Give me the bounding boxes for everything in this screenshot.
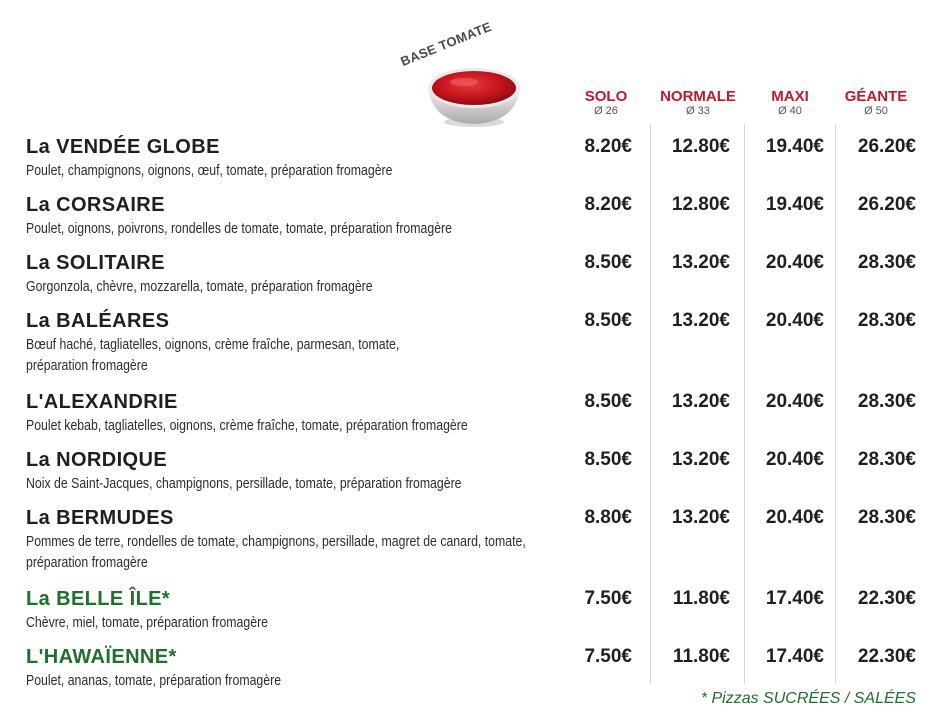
price-maxi: 19.40€ — [765, 194, 824, 215]
price-geante: 28.30€ — [857, 252, 916, 273]
pizza-name: La BELLE ÎLE* — [26, 588, 171, 610]
pizza-ingredients: Chèvre, miel, tomate, préparation fromagère — [26, 614, 269, 631]
price-solo: 8.20€ — [584, 194, 632, 215]
pizza-ingredients: Bœuf haché, tagliatelles, oignons, crème fraîche, parmesan, tomate, préparation fromagère — [26, 336, 400, 374]
price-normale: 13.20€ — [671, 252, 730, 273]
price-solo: 8.50€ — [584, 391, 632, 412]
price-solo: 7.50€ — [584, 588, 632, 609]
price-normale: 13.20€ — [671, 507, 730, 528]
price-maxi: 17.40€ — [765, 588, 824, 609]
column-diameter: Ø 40 — [778, 105, 802, 117]
price-geante: 28.30€ — [857, 507, 916, 528]
pizza-ingredients: Poulet, ananas, tomate, préparation fromagère — [26, 672, 282, 689]
pizza-ingredients: Gorgonzola, chèvre, mozzarella, tomate, préparation fromagère — [26, 278, 373, 295]
tomato-base-badge — [398, 18, 528, 132]
base-tomate-label: BASE TOMATE — [398, 18, 494, 69]
pizza-ingredients: Noix de Saint-Jacques, champignons, persillade, tomate, préparation fromagère — [26, 475, 462, 492]
price-maxi: 20.40€ — [765, 507, 824, 528]
pizza-name: La VENDÉE GLOBE — [26, 136, 220, 158]
column-diameter: Ø 33 — [686, 105, 710, 117]
pizza-ingredients: Poulet, champignons, oignons, œuf, tomate, préparation fromagère — [26, 162, 393, 179]
price-geante: 22.30€ — [857, 646, 916, 667]
pizza-name: La BERMUDES — [26, 507, 174, 529]
pizza-ingredients: Poulet, oignons, poivrons, rondelles de tomate, tomate, préparation fromagère — [26, 220, 452, 237]
pizza-name: La CORSAIRE — [26, 194, 165, 216]
price-maxi: 20.40€ — [765, 310, 824, 331]
price-normale: 13.20€ — [671, 310, 730, 331]
tomato-sauce-bowl-icon — [424, 62, 524, 132]
price-maxi: 19.40€ — [765, 136, 824, 157]
price-solo: 8.20€ — [584, 136, 632, 157]
column-name: MAXI — [771, 88, 809, 105]
price-normale: 12.80€ — [671, 194, 730, 215]
price-normale: 11.80€ — [672, 646, 730, 667]
price-geante: 26.20€ — [857, 136, 916, 157]
column-name: SOLO — [584, 88, 628, 105]
price-geante: 28.30€ — [857, 310, 916, 331]
price-maxi: 20.40€ — [765, 252, 824, 273]
price-normale: 13.20€ — [671, 391, 730, 412]
pizza-name: La NORDIQUE — [26, 449, 168, 471]
sweet-salty-footnote: * Pizzas SUCRÉES / SALÉES — [700, 690, 916, 707]
price-maxi: 17.40€ — [765, 646, 824, 667]
pizza-name: L'ALEXANDRIE — [26, 391, 178, 413]
pizza-ingredients: Pommes de terre, rondelles de tomate, champignons, persillade, magret de canard, tomate, préparation fromagère — [26, 533, 526, 571]
pizza-ingredients: Poulet kebab, tagliatelles, oignons, crème fraîche, tomate, préparation fromagère — [26, 417, 468, 434]
column-diameter: Ø 50 — [864, 105, 888, 117]
price-solo: 8.50€ — [584, 252, 632, 273]
price-solo: 8.80€ — [584, 507, 632, 528]
price-maxi: 20.40€ — [765, 449, 824, 470]
column-header-solo — [566, 88, 646, 117]
pizza-name: La BALÉARES — [26, 310, 170, 332]
price-geante: 26.20€ — [857, 194, 916, 215]
price-normale: 13.20€ — [671, 449, 730, 470]
price-normale: 11.80€ — [672, 588, 730, 609]
column-header-maxi — [750, 88, 830, 117]
price-normale: 12.80€ — [671, 136, 730, 157]
price-maxi: 20.40€ — [765, 391, 824, 412]
menu-item — [26, 310, 556, 376]
column-header-geante — [836, 88, 916, 117]
pizza-name: La SOLITAIRE — [26, 252, 165, 274]
column-diameter: Ø 26 — [594, 105, 618, 117]
price-geante: 28.30€ — [857, 391, 916, 412]
column-name: NORMALE — [660, 88, 736, 105]
column-header-normale — [650, 88, 746, 117]
price-solo: 8.50€ — [584, 310, 632, 331]
price-solo: 8.50€ — [584, 449, 632, 470]
price-geante: 22.30€ — [857, 588, 916, 609]
column-name: GÉANTE — [844, 88, 908, 105]
price-solo: 7.50€ — [584, 646, 632, 667]
pizza-name: L'HAWAÏENNE* — [26, 646, 177, 668]
price-geante: 28.30€ — [857, 449, 916, 470]
